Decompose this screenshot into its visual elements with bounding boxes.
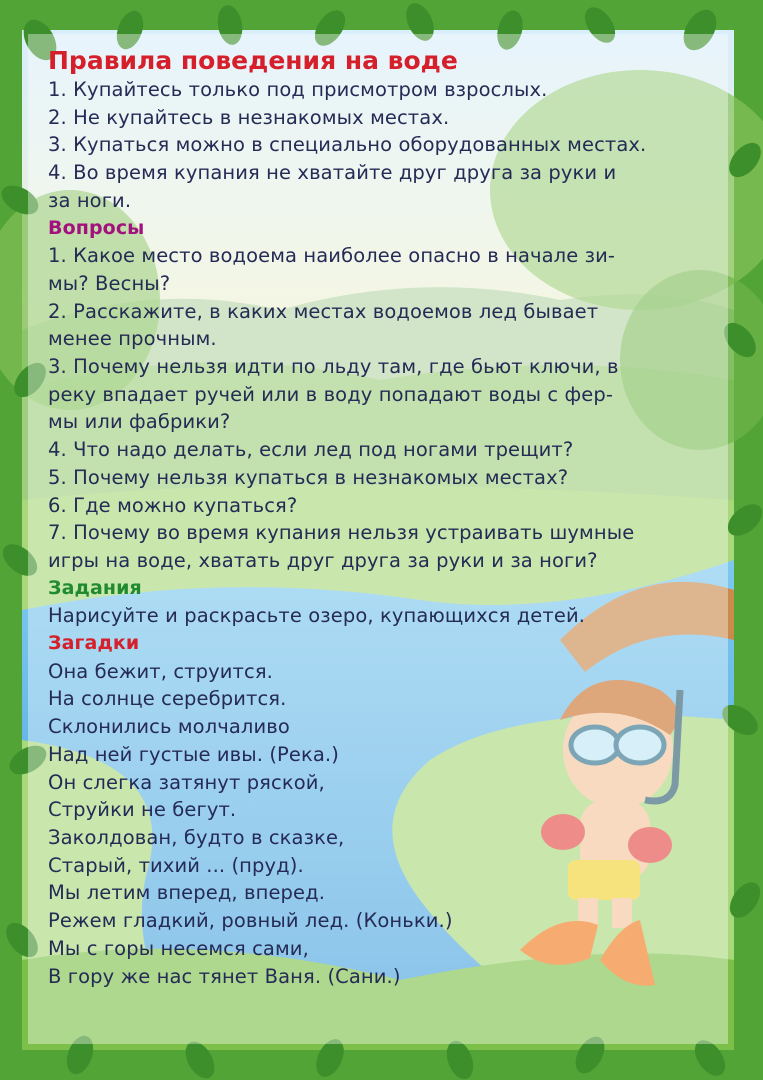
- question-line: мы? Весны?: [48, 271, 171, 295]
- riddle-line: Он слегка затянут ряской,: [48, 770, 325, 794]
- rule-line: 4. Во время купания не хватайте друг друга за руки и: [48, 161, 617, 185]
- riddle-line: В гору же нас тянет Ваня. (Сани.): [48, 964, 401, 988]
- questions-list: [48, 242, 720, 574]
- rules-list: [48, 76, 720, 215]
- rule-line: за ноги.: [48, 188, 132, 212]
- tasks-heading: Задания: [48, 576, 142, 599]
- riddle-line: Склонились молчаливо: [48, 715, 290, 739]
- riddle-line: Заколдован, будто в сказке,: [48, 825, 345, 849]
- document-content: [48, 44, 720, 990]
- page-title: Правила поведения на воде: [48, 46, 458, 75]
- riddle-line: Струйки не бегут.: [48, 798, 237, 822]
- riddle-line: Режем гладкий, ровный лед. (Коньки.): [48, 909, 453, 933]
- task-line: Нарисуйте и раскрасьте озеро, купающихся детей.: [48, 604, 586, 628]
- riddles-heading: Загадки: [48, 632, 140, 655]
- question-line: 3. Почему нельзя идти по льду там, где бьют ключи, в: [48, 355, 619, 379]
- riddle-line: Она бежит, струится.: [48, 659, 273, 683]
- question-line: 1. Какое место водоема наиболее опасно в начале зи-: [48, 244, 616, 268]
- question-line: менее прочным.: [48, 327, 217, 351]
- question-line: 4. Что надо делать, если лед под ногами трещит?: [48, 438, 574, 462]
- question-line: 5. Почему нельзя купаться в незнакомых местах?: [48, 465, 569, 489]
- question-line: игры на воде, хватать друг друга за руки и за ноги?: [48, 548, 598, 572]
- riddle-line: Над ней густые ивы. (Река.): [48, 742, 339, 766]
- rule-line: 2. Не купайтесь в незнакомых местах.: [48, 105, 450, 129]
- question-line: 7. Почему во время купания нельзя устраивать шумные: [48, 521, 635, 545]
- question-line: 6. Где можно купаться?: [48, 493, 298, 517]
- riddle-line: Мы летим вперед, вперед.: [48, 881, 326, 905]
- riddle-line: На солнце серебрится.: [48, 687, 287, 711]
- rule-line: 3. Купаться можно в специально оборудованных местах.: [48, 133, 647, 157]
- riddle-line: Старый, тихий ... (пруд).: [48, 853, 304, 877]
- riddles-list: [48, 658, 720, 990]
- questions-heading: Вопросы: [48, 216, 145, 239]
- rule-line: 1. Купайтесь только под присмотром взрослых.: [48, 78, 548, 101]
- question-line: реку впадает ручей или в воду попадают воды с фер-: [48, 382, 614, 406]
- question-line: мы или фабрики?: [48, 410, 231, 434]
- question-line: 2. Расскажите, в каких местах водоемов лед бывает: [48, 299, 599, 323]
- riddle-line: Мы с горы несемся сами,: [48, 936, 309, 960]
